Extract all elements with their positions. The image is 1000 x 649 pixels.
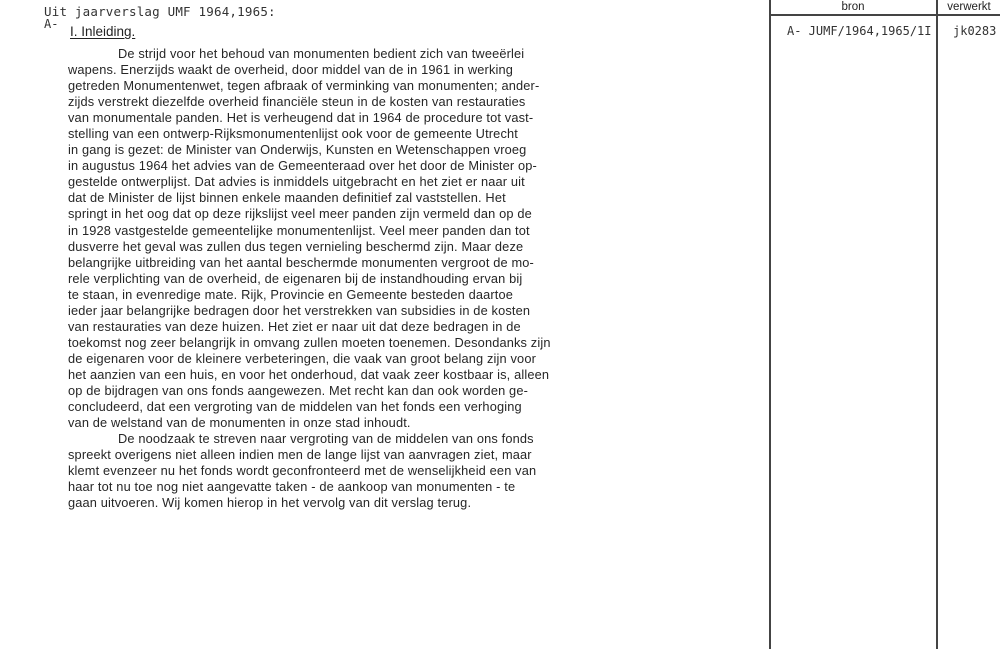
body-line: belangrijke uitbreiding van het aantal beschermde monumenten vergroot de mo- bbox=[68, 254, 534, 270]
body-line: op de bijdragen van ons fonds aangewezen. Met recht kan dan ook worden ge- bbox=[68, 382, 529, 398]
body-line: de eigenaren voor de kleinere verbeteringen, die vaak van groot belang zijn voor bbox=[68, 350, 537, 366]
body-line: wapens. Enerzijds waakt de overheid, door middel van de in 1961 in werking bbox=[68, 62, 514, 78]
body-line: ieder jaar belangrijke bedragen door het verstrekken van subsidies in de kosten bbox=[68, 302, 531, 318]
body-line: spreekt overigens niet alleen indien men de lange lijst van aanvragen ziet, maar bbox=[68, 447, 532, 463]
body-line: van de welstand van de monumenten in onze stad inhoudt. bbox=[68, 415, 411, 431]
page-marker: A- bbox=[44, 17, 59, 31]
body-line: De strijd voor het behoud van monumenten bedient zich van tweeërlei bbox=[118, 46, 525, 61]
column-header-verwerkt: verwerkt bbox=[947, 1, 991, 13]
table-divider-middle bbox=[936, 0, 938, 649]
body-line: De noodzaak te streven naar vergroting van de middelen van ons fonds bbox=[118, 431, 534, 447]
body-line: in gang is gezet: de Minister van Onderwijs, Kunsten en Wetenschappen vroeg bbox=[68, 142, 527, 158]
body-line: toekomst nog zeer belangrijk in omvang zullen moeten toenemen. Desondanks zijn bbox=[68, 334, 551, 350]
body-line: dat de Minister de lijst binnen enkele maanden definitief zal vaststellen. Het bbox=[68, 190, 506, 206]
body-line: in augustus 1964 het advies van de Gemeenteraad over het door de Minister op- bbox=[68, 158, 537, 174]
column-header-bron: bron bbox=[841, 1, 865, 13]
document-header-line: Uit jaarverslag UMF 1964,1965: bbox=[44, 4, 276, 19]
body-line: concludeerd, dat een vergroting van de middelen van het fonds een verhoging bbox=[68, 399, 522, 415]
body-line: klemt evenzeer nu het fonds wordt geconfronteerd met de wenselijkheid een van bbox=[68, 463, 537, 479]
body-line: zijds verstrekt diezelfde overheid financiële steun in de kosten van restauraties bbox=[68, 94, 526, 110]
cell-bron-reference: A- JUMF/1964,1965/1I bbox=[787, 24, 932, 38]
table-divider-left bbox=[769, 0, 771, 649]
body-text bbox=[68, 46, 566, 511]
body-line: gestelde ontwerplijst. Dat advies is inmiddels uitgebracht en het ziet er naar uit bbox=[68, 174, 525, 190]
body-line: van restauraties van deze huizen. Het ziet er naar uit dat deze bedragen in de bbox=[68, 318, 521, 334]
body-line: springt in het oog dat op deze rijkslijst veel meer panden zijn vermeld dan op de bbox=[68, 206, 532, 222]
body-line: gaan uitvoeren. Wij komen hierop in het vervolg van dit verslag terug. bbox=[68, 495, 472, 511]
body-line: haar tot nu toe nog niet aangevatte taken - de aankoop van monumenten - te bbox=[68, 479, 516, 495]
body-line: het aanzien van een huis, en voor het onderhoud, dat vaak zeer kostbaar is, alleen bbox=[68, 366, 550, 382]
body-line: getreden Monumentenwet, tegen afbraak of verminking van monumenten; ander- bbox=[68, 78, 540, 94]
body-line: te staan, in evenredige mate. Rijk, Provincie en Gemeente besteden daartoe bbox=[68, 286, 514, 302]
table-header-rule bbox=[769, 14, 1000, 16]
body-line: van monumentale panden. Het is verheugend dat in 1964 de procedure tot vast- bbox=[68, 110, 534, 126]
section-heading: I. Inleiding. bbox=[70, 24, 136, 39]
body-line: rele verplichting van de overheid, de eigenaren bij de instandhouding ervan bij bbox=[68, 270, 523, 286]
body-line: in 1928 vastgestelde gemeentelijke monumentenlijst. Veel meer panden dan tot bbox=[68, 222, 530, 238]
body-line: dusverre het geval was zullen dus tegen vernieling beschermd zijn. Maar deze bbox=[68, 238, 524, 254]
body-line: stelling van een ontwerp-Rijksmonumentenlijst ook voor de gemeente Utrecht bbox=[68, 126, 518, 142]
cell-verwerkt-code: jk0283 bbox=[953, 24, 997, 38]
